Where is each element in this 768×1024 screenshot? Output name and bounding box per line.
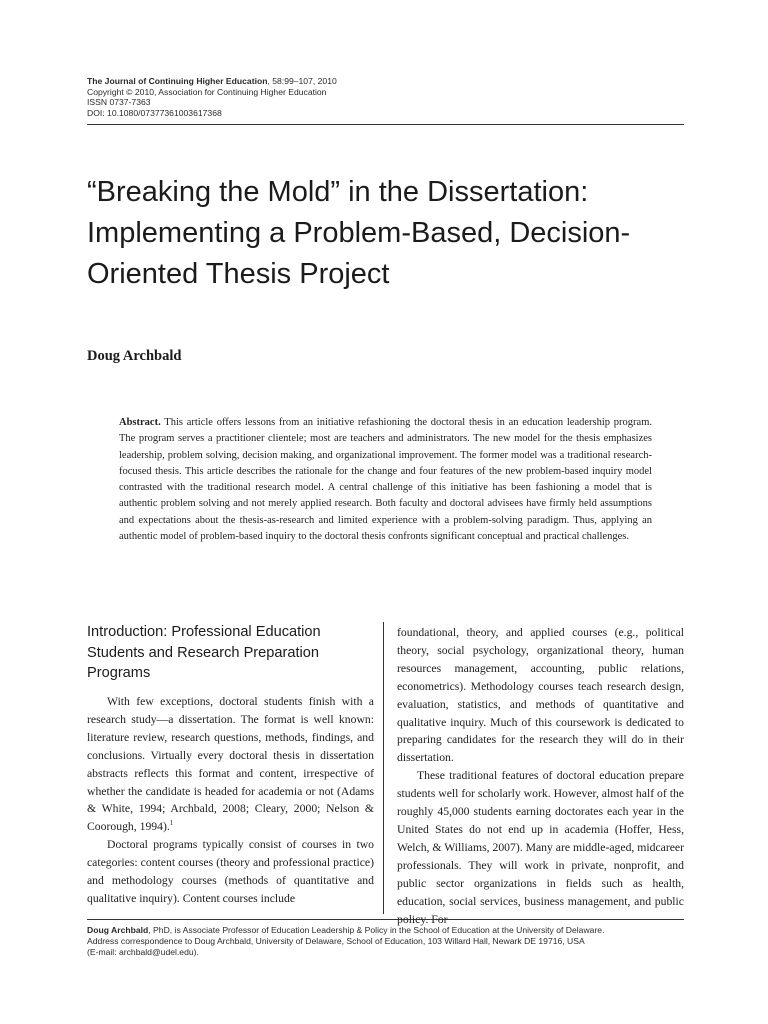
left-column [87, 693, 374, 908]
author-footnote [87, 925, 687, 957]
section-heading: Introduction: Professional Education Students and Research Preparation Programs [87, 624, 321, 681]
right-column [397, 624, 684, 928]
column-divider [383, 622, 384, 914]
footnote-author-name: Doug Archbald [87, 925, 149, 935]
left-paragraph-1 [87, 693, 374, 836]
right-paragraph-1: foundational, theory, and applied courses (e.g., political theory, social psychology, organizational theory, human resources management, accounting, public relations, econometrics). Methodology courses teach research design, evaluation, statistics, and methods of quantitative and qualitative inquiry. Much of this coursework is dedicated to preparing candidates for the research they will do in their dissertation. [397, 626, 684, 765]
abstract-text: This article offers lessons from an initiative refashioning the doctoral thesis in an education leadership program. The program serves a practitioner clientele; most are teachers and administrators. The new model for the thesis emphasizes leadership, problem solving, decision making, and organizational improvement. The former model was a traditional research-focused thesis. This article describes the rationale for the change and four features of the new problem-based inquiry model contrasted with the traditional research model. A central challenge of this initiative has been fashioning a model that is authentic problem solving and not merely applied research. Both faculty and doctoral advisees have firmly held assumptions and expectations about the thesis-as-research and limited experience with a problem-solving paradigm. Thus, applying an authentic model of problem-based inquiry to the doctoral thesis confronts significant conceptual and practical challenges. [119, 417, 652, 543]
doi-line: DOI: 10.1080/07377361003617368 [87, 107, 222, 118]
header-divider [87, 124, 684, 125]
article-author: Doug Archbald [87, 348, 182, 364]
journal-citation [87, 76, 683, 87]
footnote-address: Address correspondence to Doug Archbald, University of Delaware, School of Education, 103 Willard Hall, Newark DE 19716, USA [87, 935, 585, 946]
left-paragraph-1-text: With few exceptions, doctoral students finish with a research study—a dissertation. The format is well known: literature review, research questions, methods, findings, and conclusions. Virtually every doctoral thesis in dissertation abstracts reflects this format and content, irrespective of whether the candidate is headed for academia or not (Adams & White, 1994; Archbald, 2008; Cleary, 2000; Nelson & Coorough, 1994). [87, 695, 374, 834]
abstract-label: Abstract. [119, 417, 161, 428]
journal-volume-pages: , 58:99–107, 2010 [267, 76, 337, 86]
right-paragraph-2: These traditional features of doctoral education prepare students well for scholarly work. However, almost half of the roughly 45,000 students earning doctorates each year in the United States do not end up in academia (Hoffer, Hess, Welch, & Williams, 2007). Many are middle-aged, midcareer professionals. They will work in private, nonprofit, and public sector organizations in fields such as health, education, social services, business management, and public policy. For [397, 769, 684, 926]
footnote-affiliation: , PhD, is Associate Professor of Education Leadership & Policy in the School of Education at the University of Delaware. [148, 925, 605, 935]
article-title: “Breaking the Mold” in the Dissertation: Implementing a Problem-Based, Decision-Oriented Thesis Project [87, 176, 631, 290]
abstract [119, 415, 652, 545]
footnote-divider [87, 919, 684, 920]
journal-name: The Journal of Continuing Higher Education [87, 76, 268, 86]
copyright-line: Copyright © 2010, Association for Continuing Higher Education [87, 86, 327, 97]
footnote-email: (E-mail: archbald@udel.edu). [87, 946, 199, 957]
footnote-marker: 1 [169, 819, 174, 828]
left-paragraph-2: Doctoral programs typically consist of courses in two categories: content courses (theory and professional practice) and methodology courses (methods of quantitative and qualitative inquiry). Content courses include [87, 838, 374, 905]
footnote-affiliation-line [87, 925, 687, 936]
journal-header [87, 76, 683, 118]
issn-line: ISSN 0737-7363 [87, 97, 151, 108]
